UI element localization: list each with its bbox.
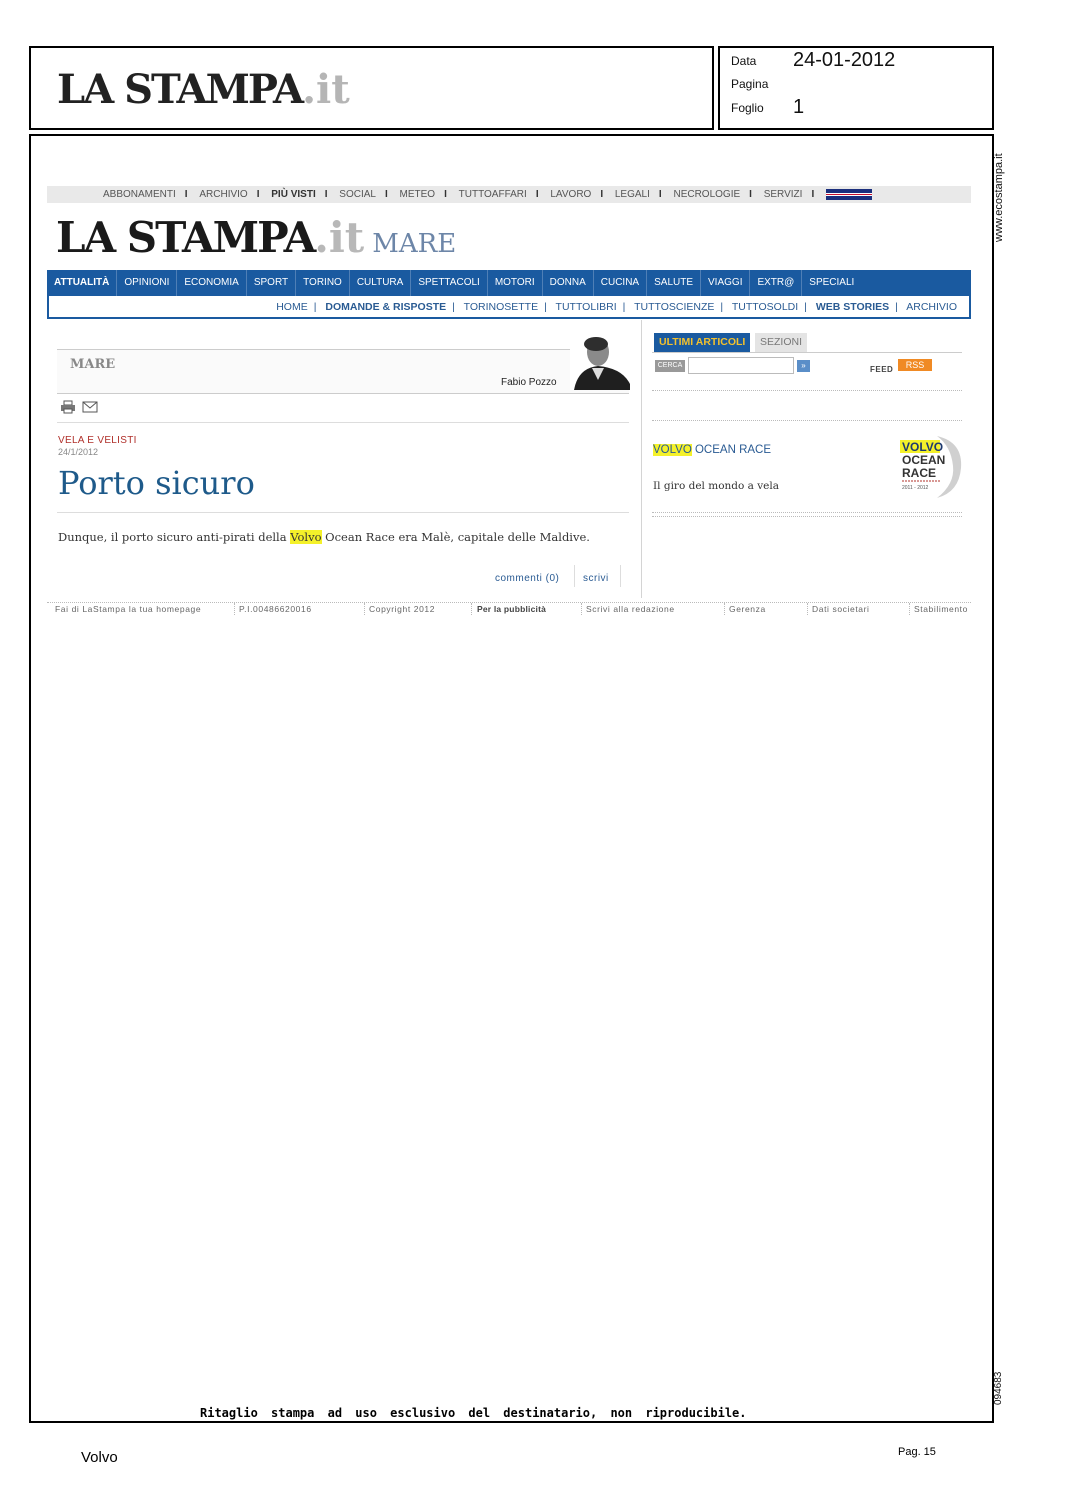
nav-item[interactable]: TORINO	[296, 270, 350, 296]
top-utility-bar: ABBONAMENTI I ARCHIVIO I PIÙ VISTI I SOCIAL I METEO I TUTTOAFFARI I LAVORO I LEGALI I NECROLOGIE I SERVIZI I	[47, 186, 971, 203]
pagina-label: Pagina	[731, 77, 769, 91]
nav-item-attualita[interactable]: ATTUALITÀ	[47, 270, 117, 296]
nav-item[interactable]: SPECIALI	[809, 277, 855, 288]
subnav-item[interactable]: TORINOSETTE	[463, 301, 539, 313]
nav-item[interactable]: CUCINA	[594, 270, 647, 296]
footer-link[interactable]: Per la pubblicità	[477, 604, 547, 614]
divider	[620, 565, 621, 587]
write-comment-link[interactable]: scrivi	[583, 573, 609, 584]
volvo-ocean-race-logo[interactable]	[897, 434, 965, 500]
nav-item[interactable]: OPINIONI	[117, 270, 177, 296]
site-logo-text: LA STAMPA	[56, 213, 315, 262]
logo-line-race: RACE	[902, 466, 937, 480]
footer-link[interactable]: Scrivi alla redazione	[586, 604, 675, 614]
topstrip-item[interactable]: LAVORO	[550, 189, 592, 200]
site-logo[interactable]	[56, 213, 456, 262]
dotted-divider	[652, 512, 962, 513]
logo-line-volvo: VOLVO	[902, 440, 944, 454]
topstrip-item[interactable]: TUTTOAFFARI	[458, 189, 527, 200]
footer-divider	[234, 603, 235, 615]
subnav-item[interactable]: TUTTOSCIENZE	[634, 301, 715, 313]
foglio-value: 1	[793, 96, 805, 118]
dotted-divider	[652, 390, 962, 391]
site-section-name: MARE	[372, 229, 457, 259]
sub-nav: HOME | DOMANDE & RISPOSTE | TORINOSETTE | TUTTOLIBRI | TUTTOSCIENZE | TUTTOSOLDI | WEB STORIES | ARCHIVIO	[47, 296, 971, 319]
main-nav	[47, 270, 971, 296]
nav-item[interactable]: MOTORI	[488, 270, 543, 296]
side-url: www.ecostampa.it	[993, 153, 1005, 242]
email-icon[interactable]	[82, 400, 98, 414]
topstrip-item[interactable]: SERVIZI	[763, 189, 803, 200]
article-title: Porto sicuro	[58, 464, 255, 502]
site-footer	[47, 602, 971, 616]
footer-divider	[471, 603, 472, 615]
nav-item[interactable]: CULTURA	[350, 270, 411, 296]
divider	[574, 565, 575, 587]
search-go-button[interactable]: »	[797, 360, 810, 372]
divider	[57, 512, 629, 513]
topstrip-item[interactable]: ARCHIVIO	[199, 189, 248, 200]
promo-title-link[interactable]	[653, 444, 771, 456]
topstrip-item[interactable]: NECROLOGIE	[673, 189, 741, 200]
clipping-meta-box	[718, 46, 994, 130]
la-stampa-logo	[57, 66, 350, 113]
nav-item[interactable]: SPETTACOLI	[411, 270, 488, 296]
nav-item[interactable]: EXTR@	[750, 270, 802, 296]
data-label: Data	[731, 54, 757, 68]
nav-item[interactable]: ECONOMIA	[177, 270, 246, 296]
footer-text: Copyright 2012	[369, 604, 436, 614]
column-divider	[641, 320, 642, 598]
footer-link[interactable]: Gerenza	[729, 604, 766, 614]
author-name: Fabio Pozzo	[501, 377, 557, 388]
footer-divider	[364, 603, 365, 615]
logo-suffix: .it	[302, 66, 350, 113]
promo-highlight: VOLVO	[653, 444, 692, 456]
footer-link[interactable]: Dati societari	[812, 604, 870, 614]
subnav-item[interactable]: HOME	[276, 301, 308, 313]
article-category[interactable]: VELA E VELISTI	[58, 435, 137, 446]
nav-item[interactable]: SPORT	[247, 270, 296, 296]
search-input[interactable]	[688, 357, 794, 374]
article-body	[58, 530, 590, 544]
nav-item[interactable]: SALUTE	[647, 270, 701, 296]
rss-button[interactable]: RSS	[898, 359, 932, 371]
article-tools	[60, 400, 98, 416]
body-text-start: Dunque, il porto sicuro anti-pirati della	[58, 530, 291, 544]
author-photo	[570, 334, 630, 390]
logo-years: 2011 - 2012	[902, 485, 929, 491]
body-text-end: Ocean Race era Malè, capitale delle Maldive.	[321, 530, 590, 544]
subnav-item[interactable]: DOMANDE & RISPOSTE	[325, 301, 447, 313]
promo-title-rest: OCEAN RACE	[691, 444, 772, 456]
dotted-divider	[652, 516, 962, 517]
foglio-label: Foglio	[731, 101, 764, 115]
search-button[interactable]: CERCA	[655, 360, 685, 372]
footer-divider	[807, 603, 808, 615]
disclaimer: Ritaglio stampa ad uso esclusivo del destinatario, non riproducibile.	[200, 1406, 747, 1420]
divider	[57, 422, 629, 423]
subnav-item[interactable]: TUTTOSOLDI	[731, 301, 799, 313]
feed-label: FEED	[870, 365, 894, 374]
footer-link[interactable]: Fai di LaStampa la tua homepage	[55, 604, 202, 614]
footer-divider	[909, 603, 910, 615]
clipping-keyword: Volvo	[81, 1449, 118, 1466]
topstrip-item[interactable]: SOCIAL	[339, 189, 376, 200]
topstrip-item[interactable]: METEO	[399, 189, 436, 200]
site-logo-suffix: .it	[314, 213, 365, 262]
logo-text: LA STAMPA	[57, 66, 303, 113]
side-code: 094683	[993, 1371, 1004, 1405]
nav-item[interactable]: DONNA	[543, 270, 594, 296]
nav-item[interactable]: VIAGGI	[701, 270, 750, 296]
footer-link[interactable]: Stabilimento	[914, 604, 968, 614]
page-number: Pag. 15	[898, 1446, 936, 1458]
tab-underline	[652, 352, 962, 353]
tab-sezioni[interactable]: SEZIONI	[755, 333, 807, 352]
logo-line-ocean: OCEAN	[902, 453, 946, 467]
data-value: 24-01-2012	[793, 49, 896, 71]
footer-divider	[724, 603, 725, 615]
article-date: 24/1/2012	[58, 447, 99, 457]
topstrip-item[interactable]: ABBONAMENTI	[103, 189, 176, 200]
subnav-item[interactable]: WEB STORIES	[815, 301, 890, 313]
topstrip-item[interactable]: LEGALI	[614, 189, 650, 200]
footer-text: P.I.00486620016	[239, 604, 312, 614]
tab-ultimi-articoli[interactable]: ULTIMI ARTICOLI	[654, 333, 750, 352]
blog-header	[57, 349, 629, 394]
footer-divider	[581, 603, 582, 615]
comments-link[interactable]: commenti (0)	[495, 573, 560, 584]
clipping-header-logo-box	[29, 46, 714, 130]
dotted-divider	[652, 420, 962, 421]
uk-flag-icon[interactable]	[826, 189, 872, 200]
body-highlight: Volvo	[290, 530, 322, 544]
topstrip-item[interactable]: PIÙ VISTI	[271, 189, 316, 200]
print-icon[interactable]	[60, 400, 76, 414]
subnav-item[interactable]: TUTTOLIBRI	[555, 301, 617, 313]
clipping-frame	[29, 134, 994, 1423]
promo-subtitle: Il giro del mondo a vela	[653, 480, 780, 492]
blog-label[interactable]: MARE	[70, 357, 116, 372]
subnav-item[interactable]: ARCHIVIO	[906, 301, 957, 313]
